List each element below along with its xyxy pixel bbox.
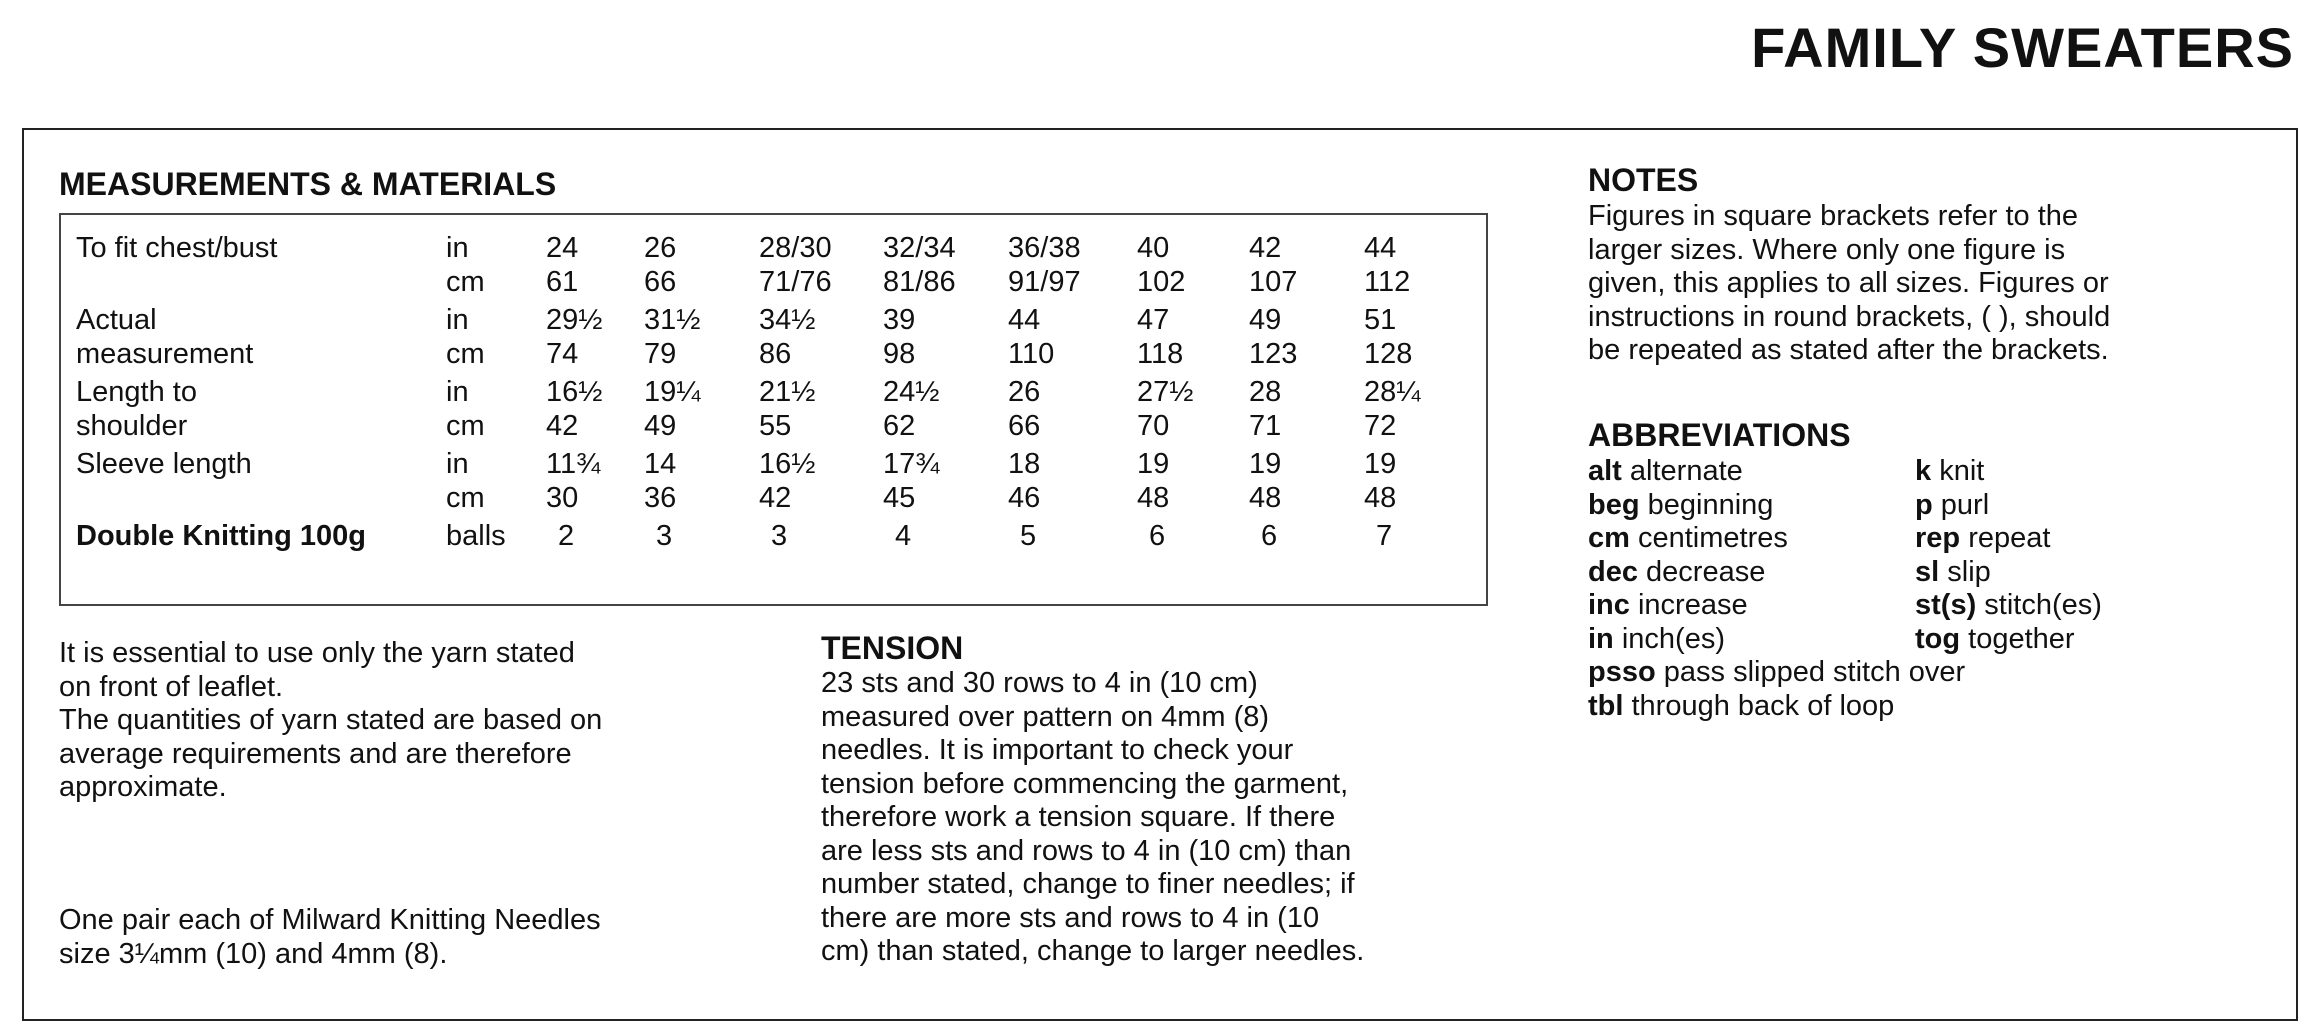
yarn-note-line: on front of leaflet. — [59, 670, 284, 703]
size-value: 98 — [883, 337, 916, 370]
notes-line: larger sizes. Where only one figure is — [1588, 233, 2066, 266]
size-value: 18 — [1008, 448, 1041, 480]
tension-line: needles. It is important to check your — [821, 734, 1294, 766]
row-label — [76, 482, 446, 516]
notes-line: Figures in square brackets refer to the — [1588, 200, 2079, 232]
size-value: 27½ — [1137, 376, 1194, 408]
measurements-table — [76, 232, 1434, 554]
size-value: 128 — [1364, 337, 1413, 370]
abbreviation-meaning: alternate — [1629, 455, 1743, 487]
abbreviation-item — [1588, 455, 1743, 489]
needles-note-line: One pair each of Milward Knitting Needles — [59, 904, 601, 936]
abbreviation-term: beg — [1588, 488, 1640, 521]
abbreviation-meaning: slip — [1947, 555, 1991, 588]
yarn-label: Double Knitting 100g — [76, 520, 366, 552]
abbreviation-meaning: purl — [1940, 488, 1990, 521]
abbreviation-meaning: knit — [1939, 455, 1985, 487]
size-value: 40 — [1137, 232, 1170, 264]
abbreviation-meaning: repeat — [1968, 522, 2051, 554]
size-value: 62 — [883, 409, 916, 442]
abbreviation-term: st(s) — [1915, 589, 1977, 621]
measurement-row — [76, 266, 1434, 300]
size-value: 28 — [1249, 376, 1282, 408]
measurement-row — [76, 338, 1434, 372]
size-value: 21½ — [759, 376, 816, 408]
abbreviation-item — [1915, 455, 1984, 489]
abbreviation-term: sl — [1915, 555, 1940, 588]
abbreviation-term: in — [1588, 622, 1614, 655]
needles-note — [59, 904, 601, 971]
size-value: 39 — [883, 304, 916, 336]
measurement-row — [76, 410, 1434, 444]
abbreviation-item — [1588, 522, 1788, 556]
yarn-note-line: It is essential to use only the yarn stated — [59, 637, 575, 669]
size-value: 19 — [1364, 448, 1397, 480]
size-value: 71 — [1249, 409, 1282, 442]
row-unit: in — [446, 304, 469, 336]
yarn-note — [59, 637, 602, 805]
page-title: FAMILY SWEATERS — [1751, 16, 2294, 79]
size-value: 107 — [1249, 265, 1298, 298]
notes-text — [1588, 200, 2110, 368]
abbreviation-meaning: centimetres — [1637, 522, 1788, 554]
row-label: measurement — [76, 337, 254, 370]
abbreviation-item — [1588, 656, 1965, 690]
abbreviation-term: rep — [1915, 522, 1961, 554]
tension-text — [821, 667, 1364, 969]
abbreviation-item — [1915, 556, 1991, 590]
row-label: Actual — [76, 304, 157, 336]
yarn-balls-value: 6 — [1261, 520, 1278, 552]
row-label: To fit chest/bust — [76, 232, 278, 264]
row-label — [76, 266, 446, 300]
abbreviation-term: tbl — [1588, 689, 1624, 722]
size-value: 42 — [759, 481, 792, 514]
size-value: 81/86 — [883, 265, 956, 298]
abbreviation-item — [1588, 623, 1725, 657]
size-value: 51 — [1364, 304, 1397, 336]
size-value: 46 — [1008, 481, 1041, 514]
row-label: shoulder — [76, 409, 188, 442]
abbreviation-item — [1915, 522, 2050, 556]
row-unit: in — [446, 448, 469, 480]
notes-line: given, this applies to all sizes. Figures or — [1588, 267, 2109, 299]
tension-heading: TENSION — [821, 630, 964, 666]
size-value: 42 — [1249, 232, 1282, 264]
yarn-balls-value: 3 — [771, 520, 788, 552]
abbreviation-term: tog — [1915, 622, 1961, 655]
size-value: 70 — [1137, 409, 1170, 442]
size-value: 49 — [1249, 304, 1282, 336]
yarn-balls-value: 7 — [1376, 520, 1393, 552]
row-label: Length to — [76, 376, 197, 408]
size-value: 48 — [1364, 481, 1397, 514]
abbreviation-meaning: stitch(es) — [1984, 589, 2102, 621]
abbreviation-meaning: inch(es) — [1621, 622, 1725, 655]
measurements-heading: MEASUREMENTS & MATERIALS — [59, 166, 557, 202]
size-value: 74 — [546, 337, 579, 370]
size-value: 112 — [1364, 265, 1411, 298]
size-value: 49 — [644, 409, 677, 442]
size-value: 26 — [644, 232, 677, 264]
notes-line: instructions in round brackets, ( ), should — [1588, 300, 2111, 333]
row-unit: cm — [446, 265, 485, 298]
size-value: 28/30 — [759, 232, 832, 264]
size-value: 24 — [546, 232, 579, 264]
size-value: 61 — [546, 265, 579, 298]
size-value: 44 — [1008, 304, 1041, 336]
size-value: 31½ — [644, 304, 701, 336]
size-value: 118 — [1137, 337, 1184, 370]
size-value: 19 — [1249, 448, 1282, 480]
abbreviation-meaning: decrease — [1646, 555, 1766, 588]
abbreviation-item — [1915, 589, 2102, 623]
abbreviation-term: inc — [1588, 589, 1630, 621]
abbreviation-item — [1588, 556, 1765, 590]
size-value: 45 — [883, 481, 916, 514]
size-value: 86 — [759, 337, 792, 370]
row-unit: cm — [446, 337, 485, 370]
row-unit: in — [446, 376, 469, 408]
measurement-row — [76, 482, 1434, 516]
measurement-row — [76, 299, 1434, 338]
size-value: 48 — [1137, 481, 1170, 514]
abbreviation-term: dec — [1588, 555, 1638, 588]
size-value: 26 — [1008, 376, 1041, 408]
abbreviation-meaning: increase — [1637, 589, 1748, 621]
size-value: 19¼ — [644, 376, 701, 408]
notes-heading: NOTES — [1588, 162, 1699, 198]
size-value: 55 — [759, 409, 792, 442]
size-value: 110 — [1008, 337, 1055, 370]
size-value: 47 — [1137, 304, 1170, 336]
abbreviation-meaning: through back of loop — [1631, 689, 1895, 722]
size-value: 79 — [644, 337, 677, 370]
size-value: 44 — [1364, 232, 1397, 264]
yarn-note-line: The quantities of yarn stated are based on — [59, 704, 603, 736]
size-value: 66 — [1008, 409, 1041, 442]
size-value: 32/34 — [883, 232, 956, 264]
abbreviation-item — [1915, 623, 2075, 657]
abbreviation-item — [1588, 489, 1773, 523]
abbreviations-heading: ABBREVIATIONS — [1588, 417, 1851, 453]
size-value: 17¾ — [883, 448, 940, 480]
abbreviation-term: k — [1915, 455, 1932, 487]
tension-line: are less sts and rows to 4 in (10 cm) than — [821, 834, 1352, 867]
size-value: 102 — [1137, 265, 1186, 298]
size-value: 30 — [546, 481, 579, 514]
row-unit: cm — [446, 409, 485, 442]
row-unit: cm — [446, 481, 485, 514]
size-value: 72 — [1364, 409, 1397, 442]
tension-line: number stated, change to finer needles; if — [821, 868, 1355, 900]
measurement-row — [76, 232, 1434, 266]
yarn-note-line: approximate. — [59, 771, 227, 803]
size-value: 91/97 — [1008, 265, 1081, 298]
tension-line: there are more sts and rows to 4 in (10 — [821, 901, 1320, 934]
abbreviation-meaning: pass slipped stitch over — [1663, 656, 1966, 688]
notes-line: be repeated as stated after the brackets. — [1588, 334, 2109, 366]
abbreviation-item — [1588, 589, 1748, 623]
tension-line: 23 sts and 30 rows to 4 in (10 cm) — [821, 667, 1258, 699]
abbreviation-term: p — [1915, 488, 1933, 521]
row-unit: in — [446, 232, 469, 264]
tension-line: measured over pattern on 4mm (8) — [821, 700, 1270, 733]
size-value: 29½ — [546, 304, 603, 336]
size-value: 36/38 — [1008, 232, 1081, 264]
tension-line: therefore work a tension square. If there — [821, 801, 1336, 833]
size-value: 14 — [644, 448, 677, 480]
size-value: 34½ — [759, 304, 816, 336]
yarn-row — [76, 515, 1434, 554]
size-value: 19 — [1137, 448, 1170, 480]
size-value: 71/76 — [759, 265, 832, 298]
yarn-unit: balls — [446, 520, 506, 552]
abbreviation-meaning: beginning — [1647, 488, 1774, 521]
size-value: 123 — [1249, 337, 1298, 370]
tension-line: cm) than stated, change to larger needles. — [821, 935, 1365, 967]
abbreviation-item — [1915, 489, 1989, 523]
yarn-balls-value: 2 — [558, 520, 575, 552]
size-value: 16½ — [759, 448, 816, 480]
size-value: 28¼ — [1364, 376, 1421, 408]
size-value: 16½ — [546, 376, 603, 408]
abbreviation-item — [1588, 690, 1894, 724]
size-value: 24½ — [883, 376, 940, 408]
abbreviation-term: cm — [1588, 522, 1630, 554]
size-value: 11¾ — [546, 448, 601, 480]
size-value: 48 — [1249, 481, 1282, 514]
yarn-note-line: average requirements and are therefore — [59, 737, 572, 770]
measurement-row — [76, 443, 1434, 482]
tension-line: tension before commencing the garment, — [821, 767, 1349, 800]
abbreviation-term: alt — [1588, 455, 1622, 487]
abbreviation-meaning: together — [1968, 622, 2075, 655]
size-value: 66 — [644, 265, 677, 298]
yarn-balls-value: 6 — [1149, 520, 1166, 552]
measurement-row — [76, 371, 1434, 410]
yarn-balls-value: 3 — [656, 520, 673, 552]
row-label: Sleeve length — [76, 448, 252, 480]
abbreviation-term: psso — [1588, 656, 1656, 688]
size-value: 36 — [644, 481, 677, 514]
needles-note-line: size 3¼mm (10) and 4mm (8). — [59, 937, 448, 970]
size-value: 42 — [546, 409, 579, 442]
yarn-balls-value: 4 — [895, 520, 912, 552]
yarn-balls-value: 5 — [1020, 520, 1037, 552]
